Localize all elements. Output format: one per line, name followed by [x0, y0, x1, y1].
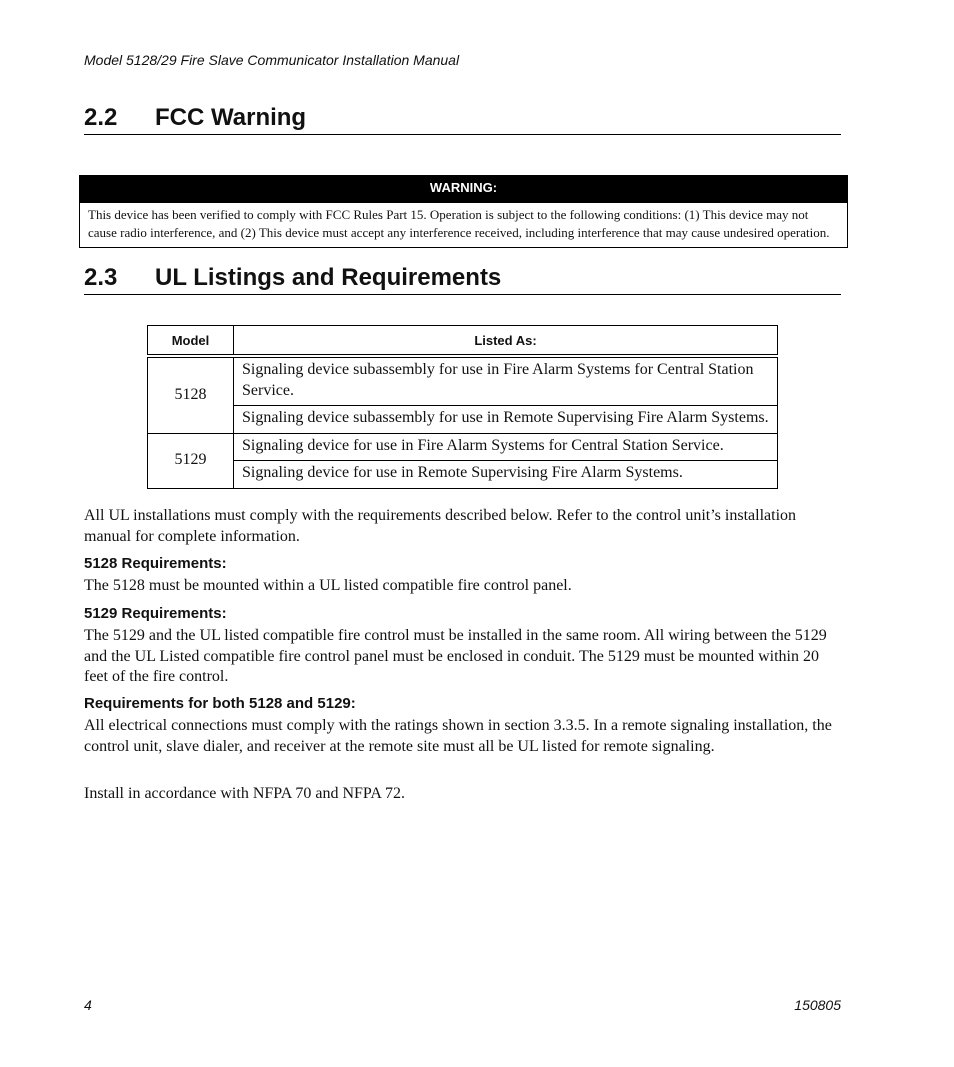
section-title: FCC Warning — [155, 104, 307, 131]
install-note: Install in accordance with NFPA 70 and NFPA 72. — [84, 785, 406, 802]
warning-body: This device has been verified to comply with FCC Rules Part 15. Operation is subject to the following conditions: (1) This device may not cause radio interference, and (2) This device must accept any interference received, including interference that may cause undesired operation. — [88, 207, 830, 240]
model-cell-5128: 5128 — [148, 356, 234, 433]
paragraph-5128-requirements: The 5128 must be mounted within a UL listed compatible fire control panel. — [84, 577, 572, 594]
table-row — [148, 356, 778, 406]
running-header: Model 5128/29 Fire Slave Communicator Installation Manual — [84, 52, 460, 68]
subheading-5129-requirements: 5129 Requirements: — [84, 605, 227, 622]
table-header-row — [148, 326, 778, 357]
ul-listings-table — [147, 325, 778, 489]
table-row — [148, 461, 778, 489]
warning-title: WARNING: — [80, 176, 847, 203]
subheading-both-requirements: Requirements for both 5128 and 5129: — [84, 695, 356, 712]
section-number: 2.2 — [84, 104, 118, 131]
section-title: UL Listings and Requirements — [155, 264, 502, 291]
section-number: 2.3 — [84, 264, 118, 291]
document-number: 150805 — [794, 997, 841, 1013]
section-heading-ul-listings — [84, 264, 841, 295]
subheading-5128-requirements: 5128 Requirements: — [84, 555, 227, 572]
page-number: 4 — [84, 997, 92, 1013]
paragraph-5129-requirements: The 5129 and the UL listed compatible fire control must be installed in the same room. All wiring between the 5129 and the UL Listed compatible fire control panel must be enclosed in conduit. The 5129 must be mounted within 20 feet of the fire control. — [84, 627, 827, 685]
column-header-listed-as: Listed As: — [234, 326, 778, 357]
listing-cell: Signaling device subassembly for use in Remote Supervising Fire Alarm Systems. — [234, 406, 778, 434]
listing-cell: Signaling device for use in Fire Alarm Systems for Central Station Service. — [234, 433, 778, 461]
paragraph-both-requirements: All electrical connections must comply with the ratings shown in section 3.3.5. In a remote signaling installation, the control unit, slave dialer, and receiver at the remote site must all be UL listed for remote signaling. — [84, 717, 832, 755]
intro-paragraph: All UL installations must comply with the requirements described below. Refer to the control unit’s installation manual for complete information. — [84, 507, 797, 545]
listing-cell: Signaling device subassembly for use in Fire Alarm Systems for Central Station Service. — [234, 356, 778, 406]
section-heading-fcc-warning — [84, 104, 841, 135]
model-cell-5129: 5129 — [148, 433, 234, 488]
listing-cell: Signaling device for use in Remote Supervising Fire Alarm Systems. — [234, 461, 778, 489]
column-header-model: Model — [148, 326, 234, 357]
table-row — [148, 406, 778, 434]
warning-box — [79, 175, 848, 248]
table-row — [148, 433, 778, 461]
